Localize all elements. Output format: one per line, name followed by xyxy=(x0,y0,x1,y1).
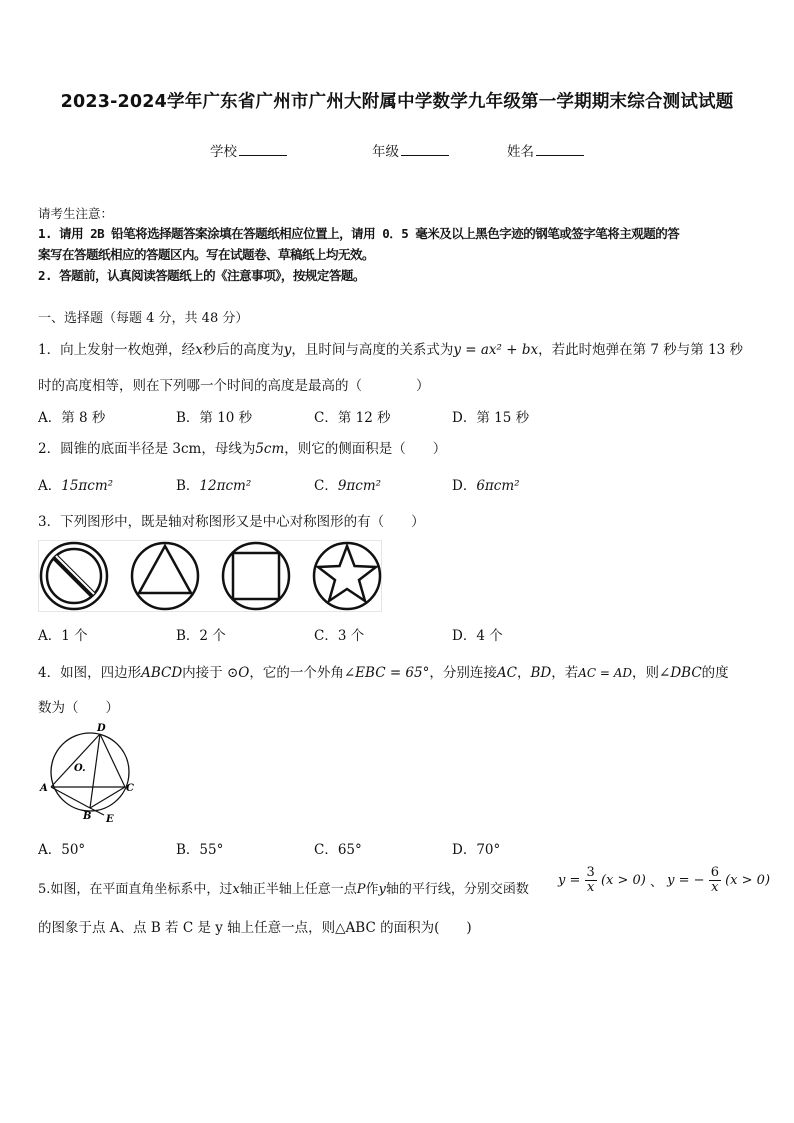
q4-comma: ， xyxy=(516,665,531,681)
q2-option-d-value: 6πcm² xyxy=(476,478,520,494)
f1-condition: (x > 0) xyxy=(600,873,646,888)
q5-stem-line2: 的图象于点 A、点 B 若 C 是 y 轴上任意一点，则△ABC 的面积为( ) xyxy=(38,920,472,936)
q4-text-e: ，若 xyxy=(551,665,579,681)
q2-option-d xyxy=(452,474,520,494)
q4-option-b: B．55° xyxy=(176,842,224,858)
q2-option-b-value: 12πcm² xyxy=(199,478,252,494)
circle-with-slash-figure xyxy=(41,543,107,609)
q2-option-c xyxy=(314,474,381,494)
q3-option-a: A．1 个 xyxy=(38,628,88,644)
q1-option-c: C．第 12 秒 xyxy=(314,410,391,426)
q1-option-a: A．第 8 秒 xyxy=(38,410,106,426)
q1-var-y: y xyxy=(283,342,292,358)
q5-text-c: 作 xyxy=(365,882,379,897)
school-label: 学校 xyxy=(210,144,237,160)
q2-option-a xyxy=(38,474,113,494)
q2-var: 5cm xyxy=(255,441,285,457)
q1-stem-line1 xyxy=(38,338,743,358)
label-a: A xyxy=(40,783,48,794)
school-blank xyxy=(239,143,287,156)
school-field xyxy=(210,140,287,160)
q5-stem-line1 xyxy=(38,878,529,897)
q1-stem-line2: 时的高度相等，则在下列哪一个时间的高度是最高的（ ） xyxy=(38,378,430,394)
notice-line-2: 案写在答题纸相应的答题区内。写在试题卷、草稿纸上均无效。 xyxy=(38,247,375,262)
f2-numerator: 6 xyxy=(710,865,719,880)
q4-option-a: A．50° xyxy=(38,842,86,858)
q2-text-a: 2．圆锥的底面半径是 3cm，母线为 xyxy=(38,441,256,457)
grade-blank xyxy=(401,143,449,156)
label-e: E xyxy=(106,814,114,825)
q4-angle: ∠EBC = 65° xyxy=(343,665,430,681)
f1-fraction xyxy=(585,866,597,895)
f2-prefix: y = − xyxy=(667,873,705,888)
q3-figures xyxy=(38,540,382,612)
q1-formula: y = ax² + bx xyxy=(453,342,539,358)
f-separator: 、 xyxy=(649,875,663,890)
q2-option-a-value: 15πcm² xyxy=(61,478,114,494)
circle-with-triangle-figure xyxy=(132,543,198,609)
q1-text-b: 秒后的高度为 xyxy=(202,342,284,358)
label-o: O. xyxy=(74,763,86,774)
circle-with-square-figure xyxy=(223,543,289,609)
q1-text-a: 1．向上发射一枚炮弹，经 xyxy=(38,342,196,358)
name-label: 姓名 xyxy=(507,144,534,160)
q4-circle-diagram xyxy=(38,720,138,826)
f2-condition: (x > 0) xyxy=(725,873,771,888)
q3-option-c: C．3 个 xyxy=(314,628,365,644)
q4-text-b: 内接于 ⊙ xyxy=(182,665,239,681)
f1-prefix: y = xyxy=(558,873,581,888)
q2-option-d-label: D． xyxy=(452,478,477,494)
name-blank xyxy=(536,143,584,156)
q2-text-b: ，则它的侧面积是（ ） xyxy=(284,441,447,457)
notice-heading: 请考生注意： xyxy=(38,206,114,221)
label-d: D xyxy=(97,723,106,734)
notice-line-1: 1. 请用 2B 铅笔将选择题答案涂填在答题纸相应位置上，请用 0．5 毫米及以上黑色字迹的钢笔或签字笔将主观题的答 xyxy=(38,226,680,241)
f1-denominator: x xyxy=(586,880,595,895)
q2-stem xyxy=(38,437,446,457)
q4-dbc: ∠DBC xyxy=(659,665,702,681)
q2-option-b-label: B． xyxy=(176,478,200,494)
q5-text-a: 5.如图，在平面直角坐标系中，过 xyxy=(38,882,233,897)
grade-field xyxy=(372,140,449,160)
q4-eq: AC = AD xyxy=(578,666,633,680)
q4-abcd: ABCD xyxy=(141,665,183,681)
f1-numerator: 3 xyxy=(586,865,595,880)
q4-option-d: D．70° xyxy=(452,842,501,858)
label-c: C xyxy=(126,783,134,794)
q3-option-d: D．4 个 xyxy=(452,628,503,644)
f2-fraction xyxy=(709,866,721,895)
q2-option-c-label: C． xyxy=(314,478,338,494)
q5-var-p: P xyxy=(356,882,366,897)
q2-option-a-label: A． xyxy=(38,478,62,494)
f2-denominator: x xyxy=(711,880,719,895)
notice-line-3: 2. 答题前，认真阅读答题纸上的《注意事项》，按规定答题。 xyxy=(38,268,365,283)
q2-option-b xyxy=(176,474,251,494)
q1-text-d: ，若此时炮弹在第 7 秒与第 13 秒 xyxy=(538,342,744,358)
name-field xyxy=(507,140,584,160)
q4-bd: BD xyxy=(530,665,552,681)
q1-option-d: D．第 15 秒 xyxy=(452,410,530,426)
q4-stem-line1 xyxy=(38,661,729,681)
label-b: B xyxy=(83,811,92,822)
q4-ac: AC xyxy=(496,665,517,681)
grade-label: 年级 xyxy=(372,144,399,160)
q4-text-g: 的度 xyxy=(701,665,729,681)
q5-var-y: y xyxy=(378,882,386,897)
q2-option-c-value: 9πcm² xyxy=(337,478,382,494)
q4-option-c: C．65° xyxy=(314,842,362,858)
q3-stem: 3．下列图形中，既是轴对称图形又是中心对称图形的有（ ） xyxy=(38,514,425,530)
circle-with-star-figure xyxy=(314,543,380,609)
q4-stem-line2: 数为（ ） xyxy=(38,700,119,716)
q3-option-b: B．2 个 xyxy=(176,628,226,644)
q4-o: O xyxy=(238,665,250,681)
q1-text-c: ，且时间与高度的关系式为 xyxy=(291,342,454,358)
q5-var-x: x xyxy=(232,882,240,897)
q1-option-b: B．第 10 秒 xyxy=(176,410,253,426)
q1-var-x: x xyxy=(195,342,203,358)
page-title: 2023-2024学年广东省广州市广州大附属中学数学九年级第一学期期末综合测试试题 xyxy=(60,92,734,112)
q4-text-c: ，它的一个外角 xyxy=(249,665,344,681)
q5-functions xyxy=(558,866,770,895)
q5-text-b: 轴正半轴上任意一点 xyxy=(239,882,357,897)
q4-text-a: 4．如图，四边形 xyxy=(38,665,142,681)
section-heading: 一、选择题（每题 4 分，共 48 分） xyxy=(38,311,249,326)
q4-text-d: ，分别连接 xyxy=(429,665,497,681)
q5-text-d: 轴的平行线，分别交函数 xyxy=(385,882,529,897)
q4-text-f: ，则 xyxy=(632,665,660,681)
